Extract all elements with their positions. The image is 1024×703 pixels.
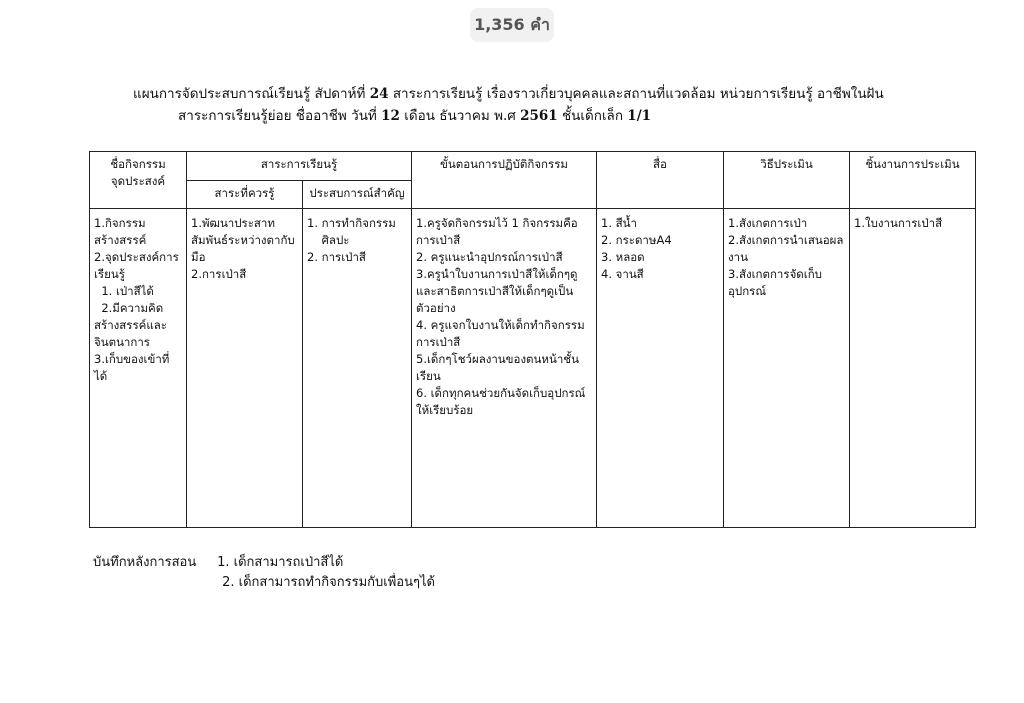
text-line: 1.ใบงานการเป่าสี	[854, 216, 943, 230]
text-line: 2. กระดาษA4	[601, 233, 672, 247]
text-line: 1. สีน้ำ	[601, 216, 637, 230]
text-line: 2.สังเกตการนำเสนอผล	[728, 233, 844, 247]
text-line: 1. เป่าสีได้	[94, 284, 154, 298]
text-line: 3.เก็บของเข้าที่ได้	[94, 352, 170, 383]
text-line: จินตนาการ	[94, 335, 150, 349]
text-line: 3.สังเกตการจัดเก็บ	[728, 267, 822, 281]
text-line: 1. การทำกิจกรรม	[307, 216, 396, 230]
cell-media	[597, 209, 724, 528]
word-count-badge[interactable]: 1,356 คำ	[470, 8, 554, 42]
text-line: 2.จุดประสงค์การ	[94, 250, 179, 264]
text-line: 1.กิจกรรม	[94, 216, 146, 230]
lesson-plan-table	[89, 151, 976, 528]
text-line: จุดประสงค์	[110, 174, 166, 188]
title-fragment: 2561	[520, 108, 558, 124]
title-fragment: 1/1	[627, 108, 652, 124]
notes-item-2: 2. เด็กสามารถทำกิจกรรมกับเพื่อนๆได้	[222, 575, 435, 590]
text-line: เรียน	[416, 369, 441, 383]
cell-evaluation	[724, 209, 850, 528]
header-activity	[90, 152, 187, 209]
text-line: 2.การเป่าสี	[191, 267, 247, 281]
text-line: 4. จานสี	[601, 267, 644, 281]
cell-activity	[90, 209, 187, 528]
header-work: ชิ้นงานการประเมิน	[850, 152, 976, 209]
text-line: 4. ครูแจกใบงานให้เด็กทำกิจกรรม	[416, 318, 585, 332]
text-line: อุปกรณ์	[728, 284, 767, 298]
text-line: ตัวอย่าง	[416, 301, 456, 315]
text-line: 6. เด็กทุกคนช่วยกันจัดเก็บอุปกรณ์	[416, 386, 586, 400]
notes-label: บันทึกหลังการสอน	[93, 555, 197, 570]
text-line: 1.พัฒนาประสาท	[191, 216, 275, 230]
notes-item-1: 1. เด็กสามารถเป่าสีได้	[217, 555, 344, 570]
text-line: สร้างสรรค์	[94, 233, 147, 247]
cell-key-experience	[303, 209, 412, 528]
text-line: มือ	[191, 250, 206, 264]
text-line: การเป่าสี	[416, 233, 461, 247]
plan-title-line-2	[178, 104, 651, 126]
title-fragment: สาระการเรียนรู้ย่อย ชื่ออาชีพ วันที่	[178, 108, 382, 124]
header-media: สื่อ	[597, 152, 724, 209]
title-fragment: 12	[381, 108, 400, 124]
text-line: การเป่าสี	[416, 335, 461, 349]
title-fragment: สาระการเรียนรู้ เรื่องราวเกี่ยวบุคคลและสถานที่แวดล้อม หน่วยการเรียนรู้ อาชีพในฝัน	[388, 86, 884, 102]
cell-should-know	[187, 209, 303, 528]
text-line: 1.สังเกตการเป่า	[728, 216, 808, 230]
header-content: สาระการเรียนรู้	[187, 152, 412, 181]
header-evaluation: วิธีประเมิน	[724, 152, 850, 209]
teaching-notes	[93, 553, 435, 593]
text-line: สร้างสรรค์และ	[94, 318, 167, 332]
text-line: ศิลปะ	[307, 233, 350, 247]
title-fragment: เดือน ธันวาคม พ.ศ	[399, 108, 521, 124]
text-line: สัมพันธ์ระหว่างตากับ	[191, 233, 295, 247]
title-fragment: แผนการจัดประสบการณ์เรียนรู้ สัปดาห์ที่	[133, 86, 370, 102]
title-fragment: 24	[369, 86, 389, 102]
text-line: 3. หลอด	[601, 250, 645, 264]
text-line: ให้เรียบร้อย	[416, 403, 474, 417]
text-line: 5.เด็กๆโชว์ผลงานของตนหน้าชั้น	[416, 352, 579, 366]
title-fragment: ชั้นเด็กเล็ก	[557, 108, 628, 124]
text-line: และสาธิตการเป่าสีให้เด็กๆดูเป็น	[416, 284, 574, 298]
text-line: 2. ครูแนะนำอุปกรณ์การเป่าสี	[416, 250, 563, 264]
header-should-know: สาระที่ควรรู้	[187, 181, 303, 209]
text-line: 3.ครูนำใบงานการเป่าสีให้เด็กๆดู	[416, 267, 578, 281]
text-line: 1.ครูจัดกิจกรรมไว้ 1 กิจกรรมคือ	[416, 216, 578, 230]
cell-steps	[412, 209, 597, 528]
header-steps: ขั้นตอนการปฏิบัติกิจกรรม	[412, 152, 597, 209]
text-line: งาน	[728, 250, 748, 264]
text-line: 2.มีความคิด	[94, 301, 164, 315]
text-line: ชื่อกิจกรรม	[110, 157, 166, 171]
plan-title-line-1	[133, 82, 884, 104]
text-line: 2. การเป่าสี	[307, 250, 366, 264]
text-line: เรียนรู้	[94, 267, 125, 281]
cell-work	[850, 209, 976, 528]
header-key-experience: ประสบการณ์สำคัญ	[303, 181, 412, 209]
